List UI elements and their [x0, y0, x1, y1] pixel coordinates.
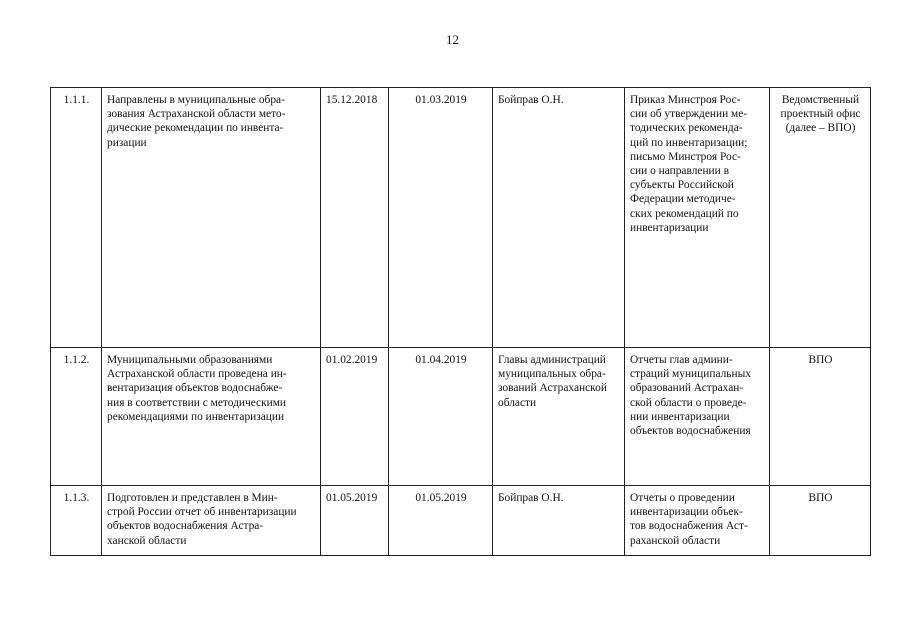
table-row	[51, 486, 871, 556]
start-date: 01.02.2019	[321, 348, 389, 486]
end-date: 01.05.2019	[389, 486, 493, 556]
result-document: Отчеты глав админи- страций муниципальных образований Астрахан- ской области о проведе- нии инвентаризации объектов водоснабжения	[625, 348, 770, 486]
end-date: 01.03.2019	[389, 88, 493, 348]
table-row	[51, 348, 871, 486]
responsible-person: Бойправ О.Н.	[493, 88, 625, 348]
result-document: Приказ Минстроя Рос- сии об утверждении ме- тодических рекоменда- ций по инвентаризации; письмо Минстроя Рос- сии о направлении в субъекты Российской Федерации методиче- ских рекомендаций по инвентаризации	[625, 88, 770, 348]
event-description: Направлены в муниципальные обра- зования Астраханской области мето- дические рекомендации по инвента- ризации	[102, 88, 321, 348]
page-number: 12	[446, 32, 459, 47]
end-date: 01.04.2019	[389, 348, 493, 486]
row-number: 1.1.1.	[51, 88, 102, 348]
start-date: 15.12.2018	[321, 88, 389, 348]
responsible-person: Главы администраций муниципальных обра- зований Астраханской области	[493, 348, 625, 486]
row-number: 1.1.3.	[51, 486, 102, 556]
executor: ВПО	[770, 486, 871, 556]
plan-table	[50, 87, 871, 556]
responsible-person: Бойправ О.Н.	[493, 486, 625, 556]
event-description: Муниципальными образованиями Астраханской области проведена ин- вентаризация объектов водоснабже- ния в соответствии с методическими рекомендациями по инвентаризации	[102, 348, 321, 486]
table-row	[51, 88, 871, 348]
start-date: 01.05.2019	[321, 486, 389, 556]
result-document: Отчеты о проведении инвентаризации объек- тов водоснабжения Аст- раханской области	[625, 486, 770, 556]
row-number: 1.1.2.	[51, 348, 102, 486]
executor: ВПО	[770, 348, 871, 486]
event-description: Подготовлен и представлен в Мин- строй России отчет об инвентаризации объектов водоснабжения Астра- ханской области	[102, 486, 321, 556]
executor: Ведомственный проектный офис (далее – ВПО)	[770, 88, 871, 348]
